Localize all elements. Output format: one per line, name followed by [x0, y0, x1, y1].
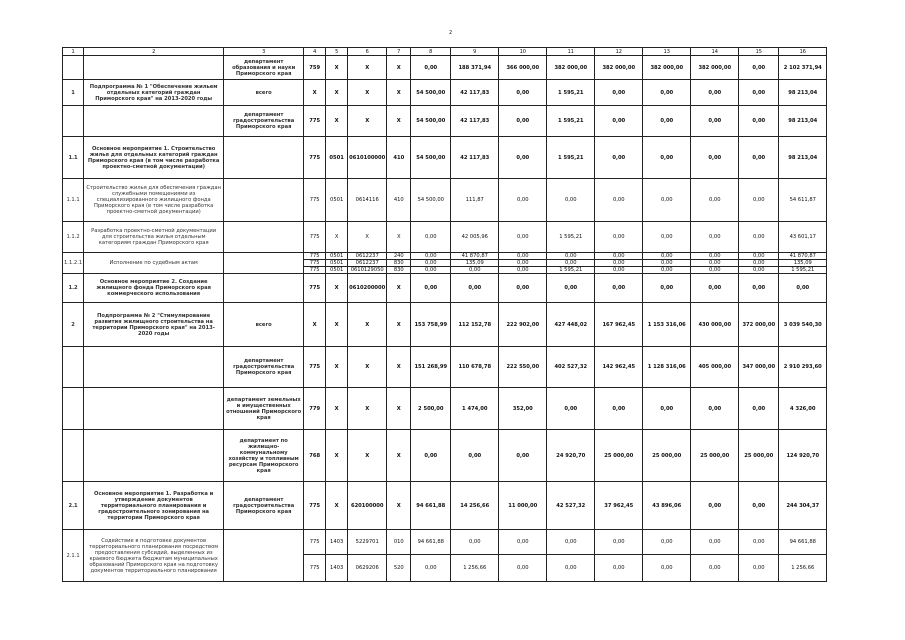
table-cell: 0,00 — [499, 106, 547, 137]
table-cell: 37 962,45 — [595, 482, 643, 530]
table-cell: 382 000,00 — [643, 56, 691, 80]
table-cell: 0,00 — [643, 274, 691, 303]
column-number-cell: 11 — [547, 48, 595, 56]
table-cell: 11 000,00 — [499, 482, 547, 530]
table-cell: 244 304,37 — [779, 482, 827, 530]
table-cell: 0,00 — [739, 530, 779, 555]
table-cell: 0,00 — [643, 267, 691, 274]
table-cell: 0,00 — [411, 222, 451, 253]
table-cell: 0,00 — [547, 530, 595, 555]
column-number-cell: 16 — [779, 48, 827, 56]
table-cell: 0612237 — [348, 253, 387, 260]
table-cell: 54 500,00 — [411, 179, 451, 222]
table-cell: 0,00 — [779, 274, 827, 303]
table-cell: 010 — [387, 530, 411, 555]
table-cell: 222 550,00 — [499, 347, 547, 388]
table-cell: департамент земельных и имущественных отношений Приморского края — [224, 388, 304, 430]
table-cell: 2.1 — [63, 482, 84, 530]
table-cell — [84, 388, 224, 430]
table-cell: 1403 — [326, 555, 348, 582]
column-number-cell: 12 — [595, 48, 643, 56]
table-cell: 0,00 — [595, 80, 643, 106]
column-number-cell: 14 — [691, 48, 739, 56]
table-cell: 775 — [304, 267, 326, 274]
table-cell: 402 527,32 — [547, 347, 595, 388]
table-cell: 0,00 — [643, 222, 691, 253]
table-cell: 0,00 — [739, 179, 779, 222]
table-cell: всего — [224, 80, 304, 106]
table-cell: 43 601,17 — [779, 222, 827, 253]
table-row — [63, 106, 827, 137]
table-cell: 0501 — [326, 260, 348, 267]
table-cell: 775 — [304, 260, 326, 267]
table-cell: 382 000,00 — [595, 56, 643, 80]
table-cell: 0,00 — [643, 253, 691, 260]
table-cell: 0,00 — [643, 555, 691, 582]
table-cell: 372 000,00 — [739, 303, 779, 347]
table-cell: 0610129050 — [348, 267, 387, 274]
table-cell: 0610200000 — [348, 274, 387, 303]
table-cell: 0,00 — [547, 555, 595, 582]
table-row — [63, 482, 827, 530]
table-cell: 0,00 — [739, 137, 779, 179]
table-cell: 0,00 — [499, 267, 547, 274]
table-cell — [84, 106, 224, 137]
table-cell: 0,00 — [643, 260, 691, 267]
table-cell: 0,00 — [691, 274, 739, 303]
table-cell — [224, 137, 304, 179]
table-cell: X — [326, 106, 348, 137]
table-cell: X — [326, 388, 348, 430]
table-cell: Разработка проектно-сметной документации для строительства жилья отдельным категориям граждан Приморского края — [84, 222, 224, 253]
table-cell: 0501 — [326, 179, 348, 222]
table-cell: 1 256,66 — [779, 555, 827, 582]
table-cell: Основное мероприятие 1. Строительство жилья для отдельных категорий граждан Приморского края (в том числе разработка проектно-сметной документации) — [84, 137, 224, 179]
table-cell: 2 910 293,60 — [779, 347, 827, 388]
table-cell: 1.1.1 — [63, 179, 84, 222]
table-cell: X — [387, 56, 411, 80]
table-cell: 775 — [304, 555, 326, 582]
table-cell: 0,00 — [499, 222, 547, 253]
table-cell: 0,00 — [739, 482, 779, 530]
table-cell: X — [387, 388, 411, 430]
table-cell: 98 213,04 — [779, 137, 827, 179]
table-cell: 112 152,78 — [451, 303, 499, 347]
table-cell: 620100000 — [348, 482, 387, 530]
table-cell: Основное мероприятие 1. Разработка и утверждение документов территориального планирования и градостроительного зонирования на территории Приморского края — [84, 482, 224, 530]
table-cell: 410 — [387, 137, 411, 179]
table-cell: 41 870,87 — [779, 253, 827, 260]
column-number-cell: 7 — [387, 48, 411, 56]
table-cell: Строительство жилья для обеспечения граждан служебными помещениями из специализированного жилищного фонда Приморского края (в том числе разработка проектно-сметной документации) — [84, 179, 224, 222]
table-cell: всего — [224, 303, 304, 347]
table-cell: X — [348, 388, 387, 430]
table-cell: 0,00 — [547, 274, 595, 303]
column-number-cell: 8 — [411, 48, 451, 56]
table-cell — [63, 106, 84, 137]
table-cell: 0,00 — [451, 530, 499, 555]
table-cell: X — [348, 80, 387, 106]
table-cell: 759 — [304, 56, 326, 80]
table-row — [63, 347, 827, 388]
table-cell: 0,00 — [691, 106, 739, 137]
table-cell: 775 — [304, 530, 326, 555]
table-cell: 0,00 — [411, 56, 451, 80]
table-cell: Подпрограмма № 1 "Обеспечение жильем отдельных категорий граждан Приморского края" на 2013-2020 годы — [84, 80, 224, 106]
column-number-cell: 1 — [63, 48, 84, 56]
table-cell: 0,00 — [739, 106, 779, 137]
column-number-cell: 5 — [326, 48, 348, 56]
table-cell: Содействие в подготовке документов территориального планирования посредством предоставления субсидий, выделенных из краевого бюджета бюджетам муниципальных образований Приморского края на подготовку документов территориального планирования — [84, 530, 224, 582]
column-number-cell: 13 — [643, 48, 691, 56]
table-cell: департамент градостроительства Приморского края — [224, 106, 304, 137]
table-cell: 3 039 540,30 — [779, 303, 827, 347]
table-cell: 0629206 — [348, 555, 387, 582]
table-cell: 222 902,00 — [499, 303, 547, 347]
table-cell — [224, 179, 304, 222]
table-row — [63, 274, 827, 303]
table-cell: 0,00 — [595, 222, 643, 253]
table-cell: 0,00 — [595, 106, 643, 137]
table-cell: X — [387, 347, 411, 388]
table-cell: 775 — [304, 274, 326, 303]
table-cell: X — [326, 303, 348, 347]
table-cell: 0,00 — [739, 388, 779, 430]
table-cell: 0,00 — [499, 253, 547, 260]
table-cell: X — [326, 56, 348, 80]
column-number-cell: 15 — [739, 48, 779, 56]
table-cell: 54 611,87 — [779, 179, 827, 222]
table-cell: 0,00 — [691, 222, 739, 253]
table-cell: 0,00 — [499, 80, 547, 106]
table-cell: 0,00 — [643, 388, 691, 430]
table-cell: 0,00 — [739, 222, 779, 253]
table-cell: X — [387, 430, 411, 482]
table-cell: X — [304, 80, 326, 106]
table-cell: 0,00 — [739, 253, 779, 260]
table-row — [63, 253, 827, 260]
table-cell: X — [326, 430, 348, 482]
table-cell: Исполнение по судебным актам — [84, 253, 224, 274]
table-cell: 0,00 — [691, 482, 739, 530]
table-cell: 0,00 — [643, 179, 691, 222]
table-row — [63, 56, 827, 80]
table-cell: 775 — [304, 106, 326, 137]
table-cell: 0,00 — [739, 274, 779, 303]
table-cell: 2 102 371,94 — [779, 56, 827, 80]
table-cell: 135,09 — [779, 260, 827, 267]
table-cell: 352,00 — [499, 388, 547, 430]
table-cell: 1 — [63, 80, 84, 106]
table-cell: 0,00 — [411, 274, 451, 303]
budget-table — [62, 47, 827, 582]
table-cell: 1 256,66 — [451, 555, 499, 582]
table-cell: 1403 — [326, 530, 348, 555]
table-cell: 0,00 — [499, 530, 547, 555]
table-cell — [63, 430, 84, 482]
table-cell: департамент образования и науки Приморского края — [224, 56, 304, 80]
table-cell: 1 595,21 — [547, 267, 595, 274]
table-cell: 0,00 — [411, 253, 451, 260]
table-cell: X — [387, 303, 411, 347]
table-cell: 25 000,00 — [595, 430, 643, 482]
table-cell: 25 000,00 — [691, 430, 739, 482]
table-cell: 54 500,00 — [411, 137, 451, 179]
column-number-cell: 2 — [84, 48, 224, 56]
table-cell: 775 — [304, 179, 326, 222]
table-cell: 1 595,21 — [547, 106, 595, 137]
table-cell: 775 — [304, 482, 326, 530]
table-cell: 54 500,00 — [411, 106, 451, 137]
table-cell: 366 000,00 — [499, 56, 547, 80]
column-number-cell: 10 — [499, 48, 547, 56]
table-cell: 0,00 — [499, 137, 547, 179]
table-cell: 98 213,04 — [779, 80, 827, 106]
column-number-cell: 6 — [348, 48, 387, 56]
table-cell: 0,00 — [739, 56, 779, 80]
table-cell: Основное мероприятие 2. Создание жилищного фонда Приморского края коммерческого использования — [84, 274, 224, 303]
table-cell: 405 000,00 — [691, 347, 739, 388]
table-cell: 54 500,00 — [411, 80, 451, 106]
table-cell: 94 661,88 — [411, 482, 451, 530]
table-cell: 1 153 316,06 — [643, 303, 691, 347]
table-body — [63, 48, 827, 582]
table-cell: 0,00 — [739, 555, 779, 582]
table-cell — [84, 347, 224, 388]
table-cell: департамент по жилищно-коммунальному хозяйству и топливным ресурсам Приморского края — [224, 430, 304, 482]
table-row — [63, 80, 827, 106]
table-cell: 520 — [387, 555, 411, 582]
table-cell — [224, 222, 304, 253]
table-row — [63, 222, 827, 253]
table-cell: 430 000,00 — [691, 303, 739, 347]
table-cell: X — [326, 274, 348, 303]
table-cell: 111,87 — [451, 179, 499, 222]
table-cell: 0,00 — [595, 267, 643, 274]
table-cell: 43 896,06 — [643, 482, 691, 530]
table-cell: 4 326,00 — [779, 388, 827, 430]
table-cell: 240 — [387, 253, 411, 260]
table-cell — [84, 56, 224, 80]
table-cell: 0,00 — [691, 137, 739, 179]
table-cell: 0,00 — [547, 260, 595, 267]
table-cell: 1 595,21 — [547, 137, 595, 179]
table-cell: 42 117,83 — [451, 80, 499, 106]
table-cell — [224, 274, 304, 303]
table-cell: 775 — [304, 347, 326, 388]
table-cell: 775 — [304, 137, 326, 179]
table-cell: 0,00 — [595, 260, 643, 267]
table-cell: 151 268,99 — [411, 347, 451, 388]
table-cell: 5229701 — [348, 530, 387, 555]
table-cell — [63, 388, 84, 430]
table-row — [63, 179, 827, 222]
table-cell: 1 595,21 — [547, 80, 595, 106]
table-cell: 0,00 — [643, 80, 691, 106]
table-cell: 0612237 — [348, 260, 387, 267]
table-cell: 0501 — [326, 137, 348, 179]
table-cell: X — [326, 347, 348, 388]
table-cell: 427 448,02 — [547, 303, 595, 347]
table-cell: 1 595,21 — [779, 267, 827, 274]
column-number-row — [63, 48, 827, 56]
table-cell: 775 — [304, 253, 326, 260]
table-cell: 42 527,32 — [547, 482, 595, 530]
table-cell: 2 — [63, 303, 84, 347]
table-cell: 124 920,70 — [779, 430, 827, 482]
table-cell: 0,00 — [595, 530, 643, 555]
table-cell: X — [348, 430, 387, 482]
table-row — [63, 530, 827, 555]
table-cell — [224, 530, 304, 582]
table-cell: X — [387, 482, 411, 530]
table-cell: 0,00 — [643, 530, 691, 555]
table-cell: 0,00 — [739, 267, 779, 274]
table-cell: X — [304, 303, 326, 347]
table-cell: 410 — [387, 179, 411, 222]
table-cell: 94 661,88 — [779, 530, 827, 555]
table-cell: 0,00 — [499, 555, 547, 582]
table-cell: X — [348, 56, 387, 80]
table-cell: 0,00 — [643, 106, 691, 137]
table-cell: 0,00 — [595, 555, 643, 582]
table-cell: 135,09 — [451, 260, 499, 267]
table-cell: 42 117,83 — [451, 137, 499, 179]
table-cell: 0,00 — [499, 260, 547, 267]
table-cell: 24 920,70 — [547, 430, 595, 482]
table-cell: X — [348, 303, 387, 347]
table-cell: 779 — [304, 388, 326, 430]
table-cell: 0,00 — [547, 179, 595, 222]
table-cell: 830 — [387, 267, 411, 274]
table-cell: 153 758,99 — [411, 303, 451, 347]
table-cell: X — [326, 482, 348, 530]
table-cell: 142 962,45 — [595, 347, 643, 388]
table-cell: 830 — [387, 260, 411, 267]
table-cell: 1 595,21 — [547, 222, 595, 253]
table-cell — [84, 430, 224, 482]
table-cell: 0614116 — [348, 179, 387, 222]
table-cell — [63, 347, 84, 388]
table-cell: X — [387, 274, 411, 303]
table-row — [63, 388, 827, 430]
table-cell: 0,00 — [411, 267, 451, 274]
table-cell: 0,00 — [451, 430, 499, 482]
table-cell: 25 000,00 — [643, 430, 691, 482]
table-cell: 41 870,87 — [451, 253, 499, 260]
table-cell: X — [348, 222, 387, 253]
table-cell: 347 000,00 — [739, 347, 779, 388]
table-cell: 25 000,00 — [739, 430, 779, 482]
table-cell: 0,00 — [411, 555, 451, 582]
table-cell: 0,00 — [595, 274, 643, 303]
table-cell: 94 661,88 — [411, 530, 451, 555]
table-cell: 42 117,83 — [451, 106, 499, 137]
table-cell: 0,00 — [595, 137, 643, 179]
table-cell: 0,00 — [499, 179, 547, 222]
table-cell: 0,00 — [547, 388, 595, 430]
table-cell: 1.2 — [63, 274, 84, 303]
table-row — [63, 303, 827, 347]
table-cell: 1.1.2 — [63, 222, 84, 253]
table-cell: 0,00 — [595, 388, 643, 430]
table-cell: 0,00 — [691, 260, 739, 267]
page-number: 2 — [449, 30, 453, 36]
table-cell: 0,00 — [691, 80, 739, 106]
table-cell: X — [387, 106, 411, 137]
column-number-cell: 9 — [451, 48, 499, 56]
table-cell: 0,00 — [691, 555, 739, 582]
table-cell: X — [387, 222, 411, 253]
table-cell: 382 000,00 — [691, 56, 739, 80]
table-cell: 382 000,00 — [547, 56, 595, 80]
column-number-cell: 4 — [304, 48, 326, 56]
table-cell: 0,00 — [643, 137, 691, 179]
table-cell: 98 213,04 — [779, 106, 827, 137]
table-cell: 1.1 — [63, 137, 84, 179]
table-cell: департамент градостроительства Приморского края — [224, 482, 304, 530]
table-cell: X — [387, 80, 411, 106]
table-cell: 0,00 — [691, 388, 739, 430]
table-row — [63, 430, 827, 482]
table-cell — [63, 56, 84, 80]
table-cell: 0,00 — [739, 260, 779, 267]
table-cell: 2.1.1 — [63, 530, 84, 582]
table-cell: 0,00 — [691, 253, 739, 260]
table-cell: 0,00 — [547, 253, 595, 260]
table-cell: 0,00 — [691, 267, 739, 274]
table-cell: 0,00 — [499, 430, 547, 482]
table-cell: 0,00 — [499, 274, 547, 303]
table-cell: X — [326, 222, 348, 253]
table-cell: 2 500,00 — [411, 388, 451, 430]
table-cell: 1 128 316,06 — [643, 347, 691, 388]
table-cell: 1.1.2.1 — [63, 253, 84, 274]
table-cell: 42 005,96 — [451, 222, 499, 253]
table-cell: 0,00 — [691, 179, 739, 222]
table-cell — [224, 253, 304, 274]
table-cell: 0501 — [326, 253, 348, 260]
table-cell: 0,00 — [595, 179, 643, 222]
table-cell: 14 256,66 — [451, 482, 499, 530]
table-cell: 0,00 — [451, 267, 499, 274]
table-cell: Подпрограмма № 2 "Стимулирование развития жилищного строительства на территории Приморского края" на 2013-2020 годы — [84, 303, 224, 347]
table-cell: 1 474,00 — [451, 388, 499, 430]
table-cell: 0,00 — [595, 253, 643, 260]
table-cell: 188 371,94 — [451, 56, 499, 80]
table-cell: 0,00 — [411, 260, 451, 267]
column-number-cell: 3 — [224, 48, 304, 56]
table-cell: 167 962,45 — [595, 303, 643, 347]
table-cell: 0,00 — [691, 530, 739, 555]
table-cell: 775 — [304, 222, 326, 253]
table-cell: 0501 — [326, 267, 348, 274]
table-cell: департамент градостроительства Приморского края — [224, 347, 304, 388]
table-cell: 0,00 — [451, 274, 499, 303]
table-cell: 0,00 — [411, 430, 451, 482]
table-cell: X — [326, 80, 348, 106]
table-cell: X — [348, 106, 387, 137]
table-cell: 0,00 — [739, 80, 779, 106]
table-cell: 110 678,78 — [451, 347, 499, 388]
table-cell: 0610100000 — [348, 137, 387, 179]
table-cell: X — [348, 347, 387, 388]
table-cell: 768 — [304, 430, 326, 482]
table-row — [63, 137, 827, 179]
